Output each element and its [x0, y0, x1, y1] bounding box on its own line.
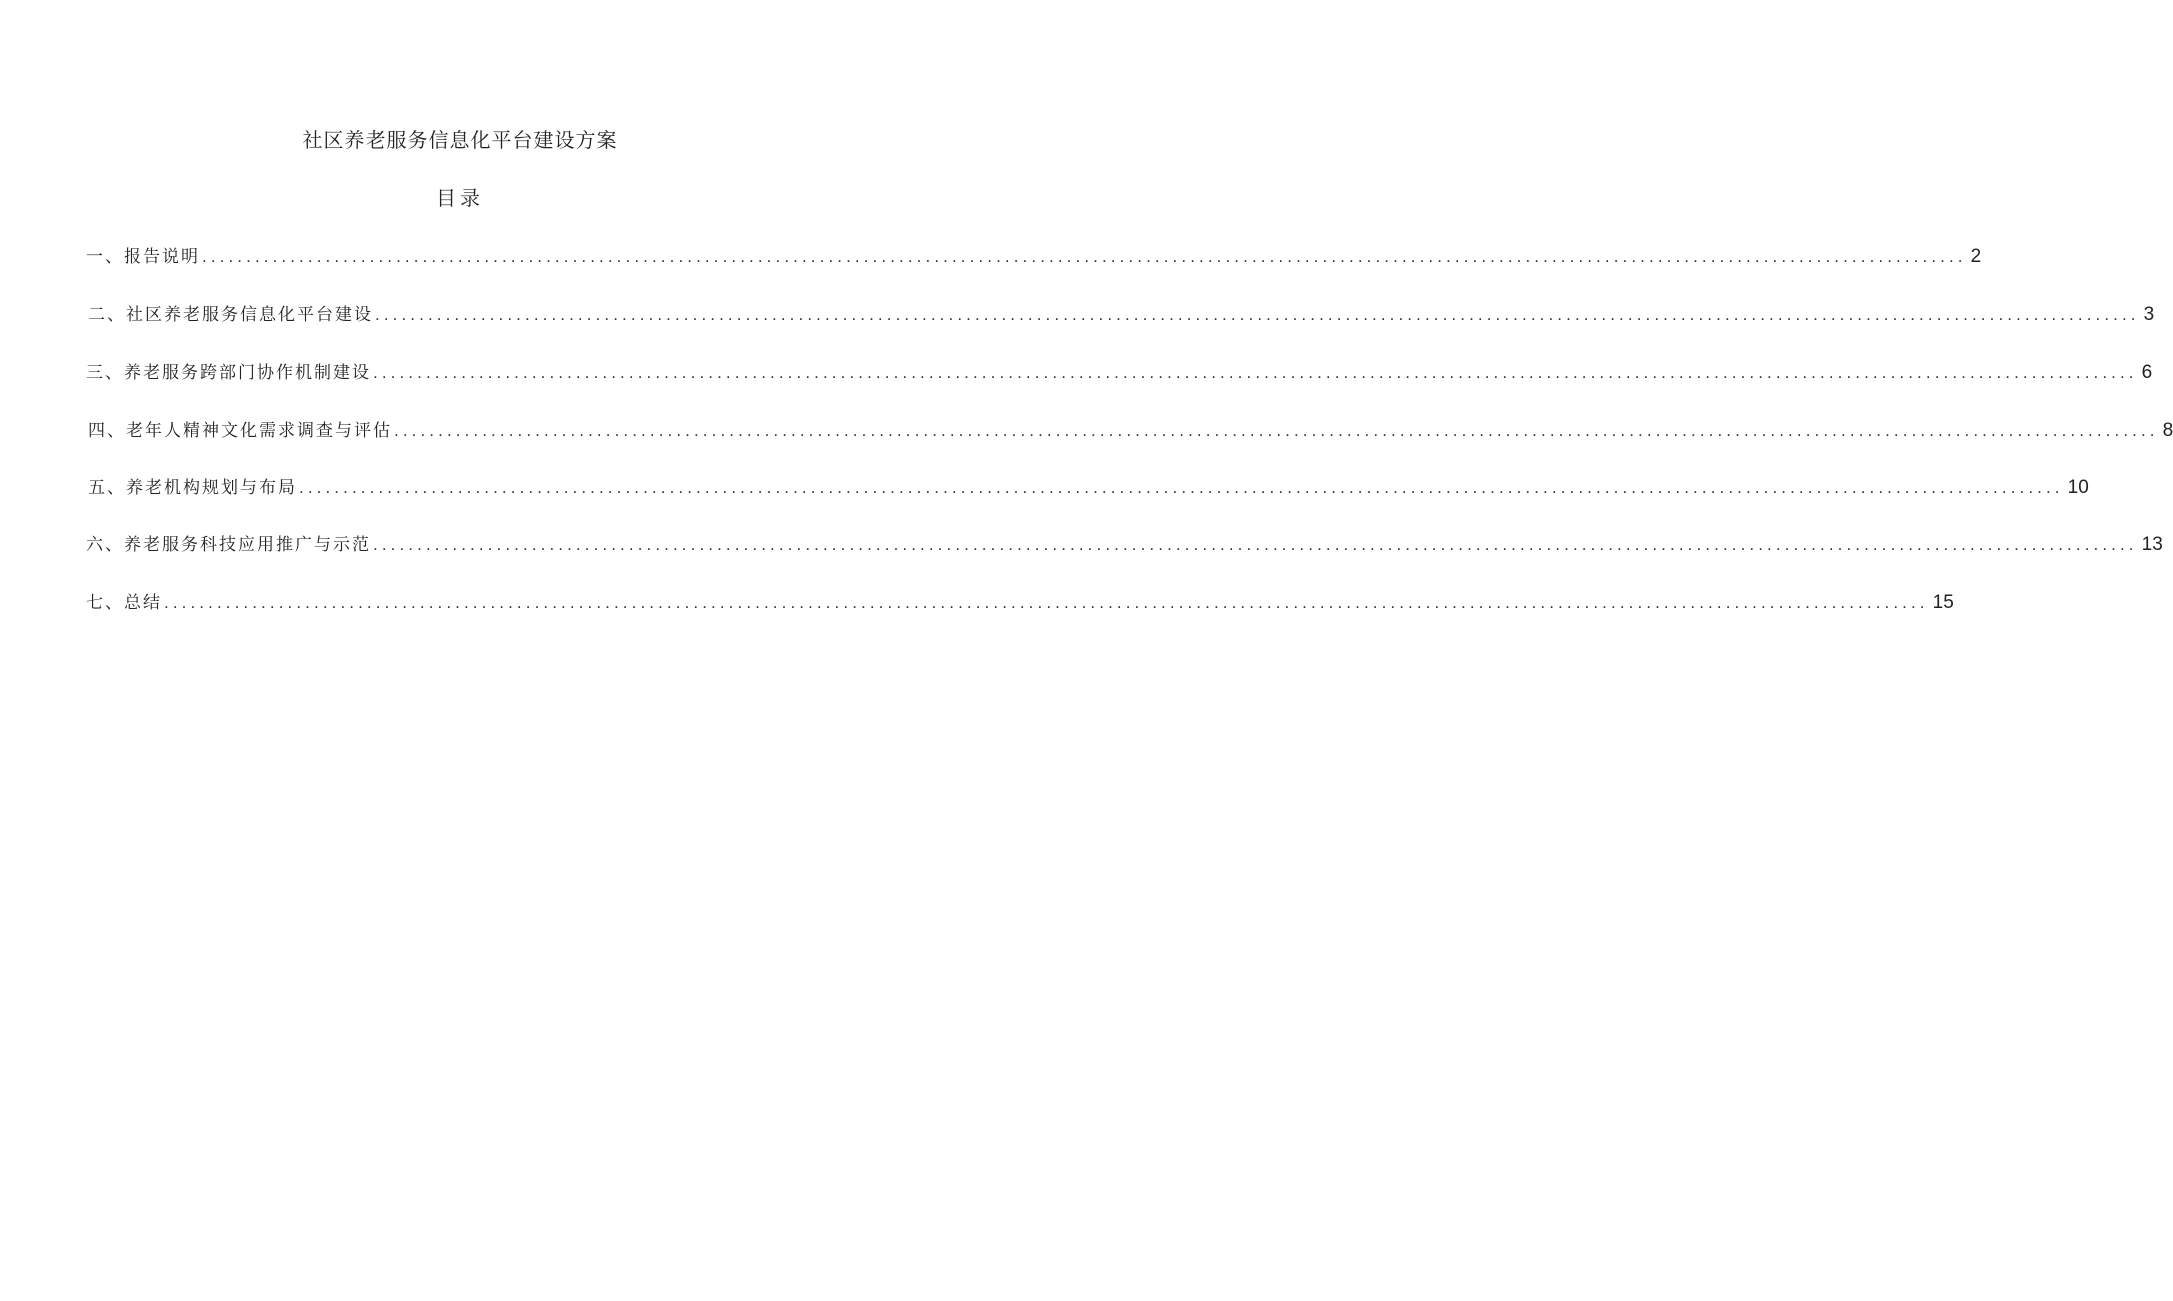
toc-entry-page-number: 10 — [2067, 477, 2089, 498]
toc-entry-report-description[interactable] — [86, 242, 1982, 272]
toc-entry-label: 四、老年人精神文化需求调查与评估 — [88, 421, 392, 441]
toc-entry-page-number: 2 — [1970, 246, 1982, 267]
toc-entry-label: 二、社区养老服务信息化平台建设 — [88, 305, 373, 325]
toc-entry-label: 三、养老服务跨部门协作机制建设 — [86, 363, 371, 383]
toc-entry-page-number: 6 — [2141, 362, 2153, 383]
toc-dot-leader: ........................................................................................................................................................................................................ — [373, 535, 2138, 554]
toc-entry-cultural-needs-survey[interactable] — [88, 416, 2173, 446]
toc-dot-leader: ........................................................................................................................................................................................................ — [202, 247, 1967, 266]
toc-entry-technology-application[interactable] — [86, 530, 2163, 560]
toc-entry-page-number: 8 — [2162, 420, 2173, 441]
toc-dot-leader: ........................................................................................................................................................................................................ — [373, 363, 2138, 382]
toc-dot-leader: ........................................................................................................................................................................................................ — [299, 478, 2064, 497]
toc-entry-institution-planning[interactable] — [88, 473, 2089, 503]
toc-entry-page-number: 15 — [1932, 592, 1954, 613]
toc-entry-label: 一、报告说明 — [86, 247, 200, 267]
toc-entry-summary[interactable] — [86, 588, 1954, 618]
toc-entry-label: 七、总结 — [86, 593, 162, 613]
toc-entry-page-number: 13 — [2141, 534, 2163, 555]
toc-dot-leader: ........................................................................................................................................................................................................ — [375, 305, 2140, 324]
toc-entry-label: 五、养老机构规划与布局 — [88, 478, 297, 498]
toc-entry-platform-construction[interactable] — [88, 300, 2155, 330]
toc-entry-label: 六、养老服务科技应用推广与示范 — [86, 535, 371, 555]
document-title: 社区养老服务信息化平台建设方案 — [302, 128, 618, 152]
toc-dot-leader: ........................................................................................................................................................................................................ — [394, 421, 2159, 440]
toc-heading: 目录 — [436, 186, 484, 210]
toc-entry-page-number: 3 — [2143, 304, 2155, 325]
toc-dot-leader: ........................................................................................................................................................................................................ — [164, 593, 1929, 612]
toc-entry-cross-department-mechanism[interactable] — [86, 358, 2153, 388]
